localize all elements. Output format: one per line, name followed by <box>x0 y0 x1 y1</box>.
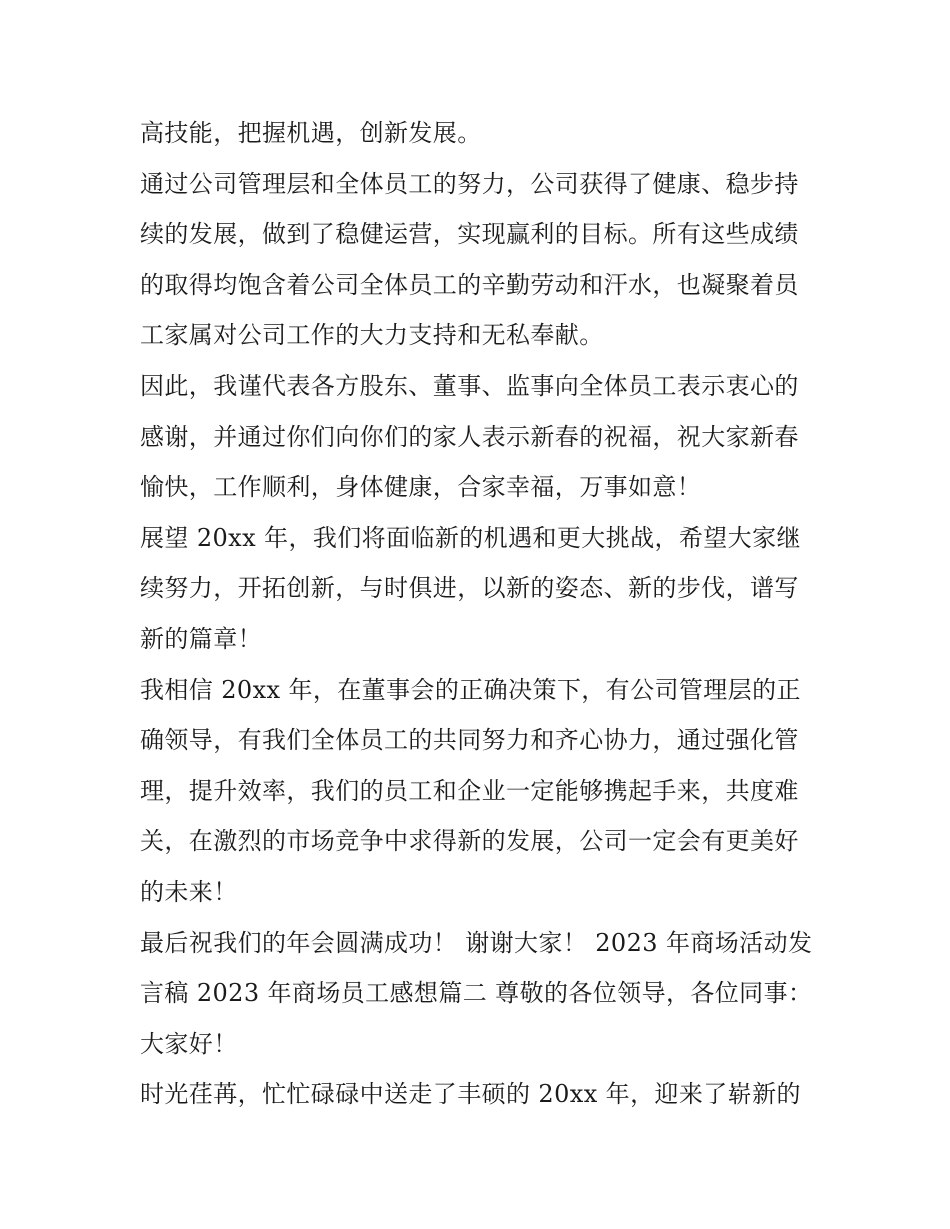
text-line: 确领导，有我们全体员工的共同努力和齐心协力，通过强化管 <box>140 726 799 755</box>
text-line: 愉快，工作顺利，身体健康，合家幸福，万事如意！ <box>140 473 702 502</box>
text-line: 关，在激烈的市场竞争中求得新的发展，公司一定会有更美好 <box>140 827 799 856</box>
text-line: 我相信 20xx 年，在董事会的正确决策下，有公司管理层的正 <box>140 675 801 704</box>
text-line: 通过公司管理层和全体员工的努力，公司获得了健康、稳步持 <box>140 169 799 198</box>
text-line: 时光荏苒，忙忙碌碌中送走了丰硕的 20xx 年，迎来了崭新的 <box>140 1080 801 1109</box>
text-line: 工家属对公司工作的大力支持和无私奉献。 <box>140 321 604 350</box>
text-line: 理，提升效率，我们的员工和企业一定能够携起手来，共度难 <box>140 776 799 805</box>
text-line: 续的发展，做到了稳健运营，实现赢利的目标。所有这些成绩 <box>140 220 799 249</box>
text-line: 高技能，把握机遇，创新发展。 <box>140 119 482 147</box>
text-line: 因此，我谨代表各方股东、董事、监事向全体员工表示衷心的 <box>140 371 799 400</box>
text-line: 感谢，并通过你们向你们的家人表示新春的祝福，祝大家新春 <box>140 422 799 451</box>
text-line: 最后祝我们的年会圆满成功！ 谢谢大家！ 2023 年商场活动发 <box>140 928 813 957</box>
text-line: 的未来！ <box>140 877 238 906</box>
text-line: 言稿 2023 年商场员工感想篇二 尊敬的各位领导，各位同事： <box>140 979 813 1008</box>
text-line: 续努力，开拓创新，与时俱进，以新的姿态、新的步伐，谱写 <box>140 574 799 603</box>
text-line: 的取得均饱含着公司全体员工的辛勤劳动和汗水，也凝聚着员 <box>140 270 799 299</box>
document-body <box>140 108 816 1120</box>
text-line: 大家好！ <box>140 1029 238 1058</box>
text-line: 新的篇章！ <box>140 624 262 653</box>
text-line: 展望 20xx 年，我们将面临新的机遇和更大挑战，希望大家继 <box>140 523 801 552</box>
